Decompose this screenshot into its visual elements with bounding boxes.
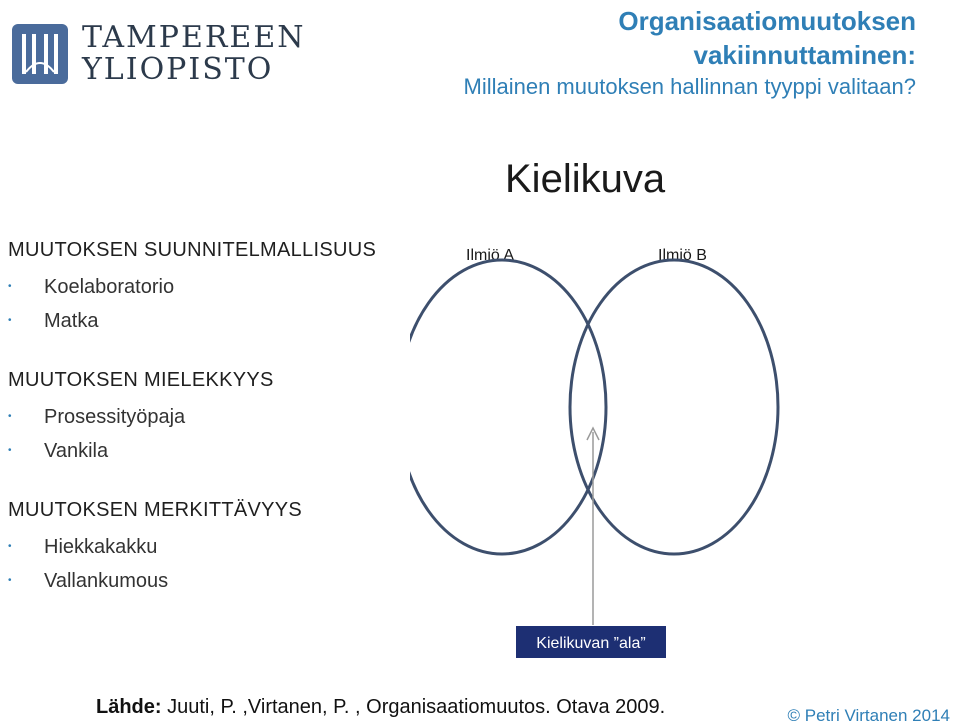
copyright: © Petri Virtanen 2014 bbox=[787, 706, 950, 725]
change-management-list bbox=[8, 236, 408, 626]
source-label: Lähde: bbox=[96, 696, 162, 718]
list-item: • Vankila bbox=[8, 434, 408, 468]
section-heading: MUUTOKSEN SUUNNITELMALLISUUS bbox=[8, 239, 377, 261]
circle-ilmio-b bbox=[570, 260, 778, 554]
circle-ilmio-a bbox=[410, 260, 606, 554]
title-line2: vakiinnuttaminen: bbox=[693, 40, 916, 70]
list-item: • Vallankumous bbox=[8, 564, 408, 598]
logo-text bbox=[82, 22, 305, 86]
page-title bbox=[464, 4, 917, 102]
label-ilmio-b: Ilmiö B bbox=[658, 247, 707, 264]
title-line1: Organisaatiomuutoksen bbox=[618, 6, 916, 36]
section-heading: MUUTOKSEN MERKITTÄVYYS bbox=[8, 499, 303, 521]
source-citation bbox=[96, 696, 665, 719]
source-text: Juuti, P. ,Virtanen, P. , Organisaatiomuutos. Otava 2009. bbox=[161, 696, 666, 718]
metaphor-diagram bbox=[410, 140, 830, 670]
section-mielekkyys bbox=[8, 366, 408, 468]
bottom-label: Kielikuvan ”ala” bbox=[536, 635, 646, 652]
university-logo bbox=[12, 18, 312, 88]
logo-emblem-icon bbox=[12, 24, 68, 84]
section-merkittavyys bbox=[8, 496, 408, 598]
logo-text-line2: YLIOPISTO bbox=[82, 52, 274, 87]
diagram-title: Kielikuva bbox=[505, 157, 666, 201]
list-item: • Koelaboratorio bbox=[8, 270, 408, 304]
section-heading: MUUTOKSEN MIELEKKYYS bbox=[8, 369, 274, 391]
page-subtitle: Millainen muutoksen hallinnan tyyppi valitaan? bbox=[463, 74, 916, 99]
section-suunnitelmallisuus bbox=[8, 236, 408, 338]
logo-text-line1: TAMPEREEN bbox=[82, 20, 306, 55]
list-item: • Hiekkakakku bbox=[8, 530, 408, 564]
label-ilmio-a: Ilmiö A bbox=[466, 247, 515, 264]
list-item: • Matka bbox=[8, 304, 408, 338]
list-item: • Prosessityöpaja bbox=[8, 400, 408, 434]
